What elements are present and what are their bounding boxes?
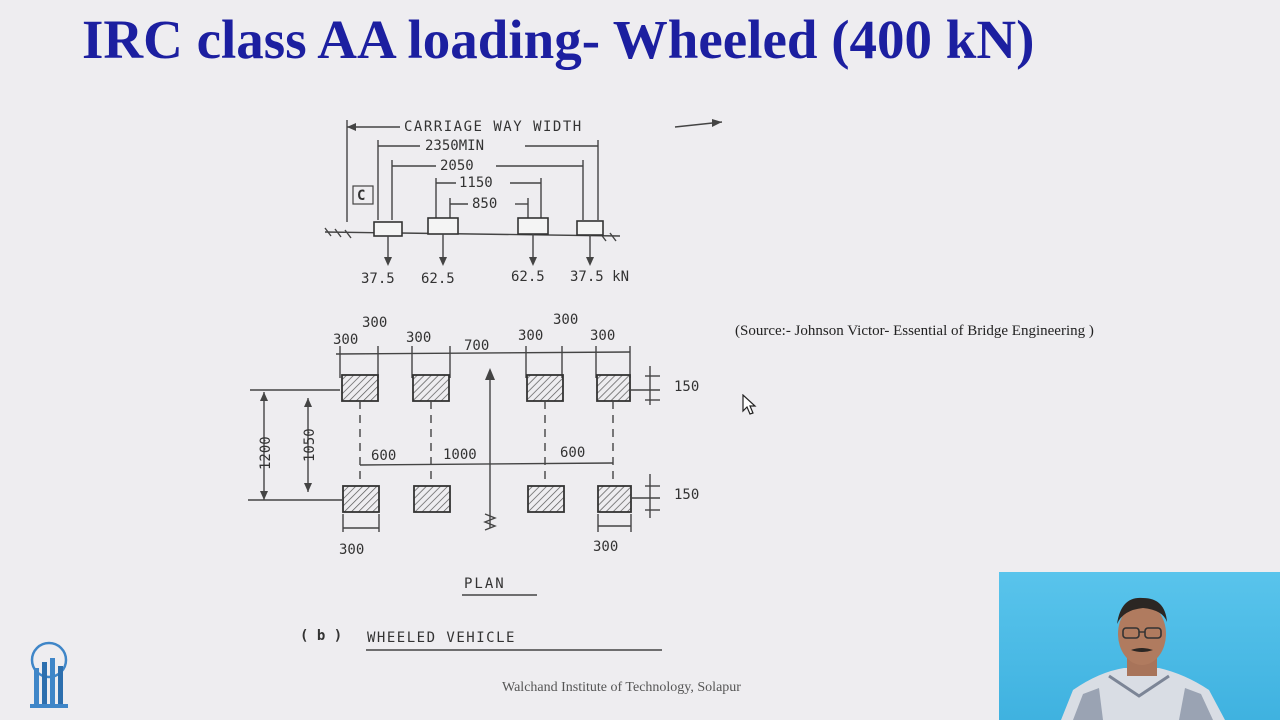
- clearance-label: C: [357, 188, 366, 204]
- plan-view: [248, 312, 699, 650]
- plan-dim-300-d: 300: [406, 330, 432, 346]
- plan-dim-600-left: 600: [371, 448, 397, 464]
- plan-dim-600-right: 600: [560, 445, 586, 461]
- plan-dim-1200: 1200: [258, 436, 274, 470]
- footer-institution: Walchand Institute of Technology, Solapur: [502, 680, 741, 695]
- plan-dim-300-e: 300: [518, 328, 544, 344]
- vehicle-label: WHEELED VEHICLE: [367, 630, 516, 646]
- vehicle-prefix-label: ( b ): [300, 628, 343, 644]
- plan-dim-150-top: 150: [674, 379, 700, 395]
- dim-1150-label: 1150: [459, 175, 493, 191]
- presenter-figure: [999, 572, 1280, 720]
- plan-label: PLAN: [464, 576, 506, 592]
- load-label-2: 62.5: [421, 271, 455, 287]
- load-label-4: 37.5 kN: [570, 269, 630, 285]
- presenter-video: [999, 572, 1280, 720]
- load-label-1: 37.5: [361, 271, 395, 287]
- plan-dim-300-f: 300: [590, 328, 616, 344]
- source-citation: (Source:- Johnson Victor- Essential of Bridge Engineering ): [735, 323, 1094, 339]
- dim-850-label: 850: [472, 196, 498, 212]
- plan-dim-300-top-a: 300: [362, 315, 388, 331]
- carriageway-width-label: CARRIAGE WAY WIDTH: [404, 119, 583, 135]
- dim-2050-label: 2050: [440, 158, 474, 174]
- slide-title: IRC class AA loading- Wheeled (400 kN): [82, 9, 1035, 70]
- dim-2350-label: 2350MIN: [425, 138, 485, 154]
- plan-dim-700: 700: [464, 338, 490, 354]
- plan-dim-150-bottom: 150: [674, 487, 700, 503]
- plan-dim-1050: 1050: [302, 428, 318, 462]
- mouse-pointer-icon: [742, 394, 758, 416]
- plan-dim-300-top-b: 300: [553, 312, 579, 328]
- institute-logo-icon: [24, 640, 74, 712]
- plan-dim-300-bottom-left: 300: [339, 542, 365, 558]
- load-label-3: 62.5: [511, 269, 545, 285]
- elevation-view: [325, 119, 722, 287]
- plan-dim-300-c: 300: [333, 332, 359, 348]
- plan-dim-1000: 1000: [443, 447, 477, 463]
- plan-dim-300-bottom-right: 300: [593, 539, 619, 555]
